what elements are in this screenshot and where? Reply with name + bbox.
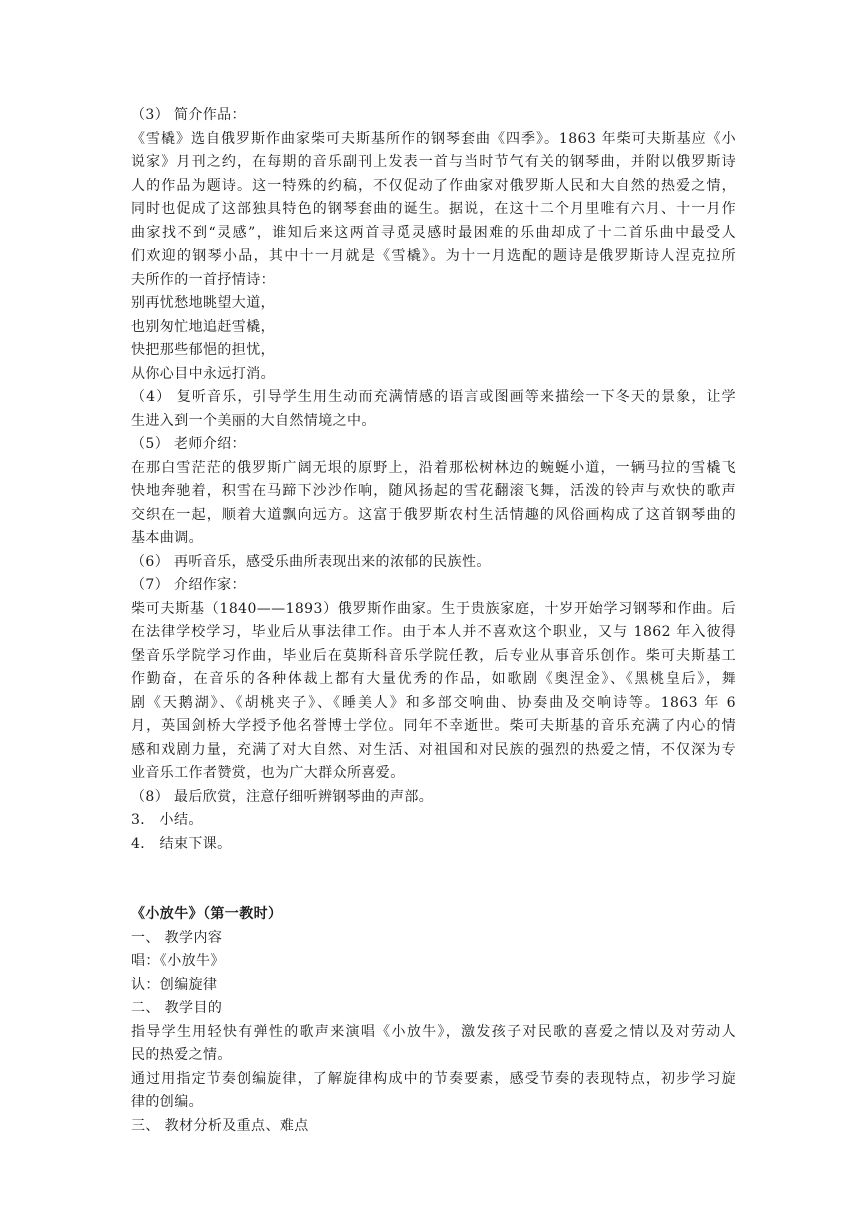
paragraph-line: 律的创编。 [131, 1094, 203, 1110]
lesson-title: 《小放牛》（第一教时） [131, 906, 283, 922]
poem-line: 快把那些郁悒的担忧， [131, 342, 275, 358]
paragraph-line: 夫所作的一首抒情诗： [131, 271, 275, 288]
poem-line: 别再忧愁地眺望大道， [131, 295, 275, 311]
list-item: 唱：《小放牛》 [131, 953, 225, 969]
step-heading: （3） 简介作品： [131, 107, 246, 123]
paragraph-line: 月，英国剑桥大学授予他名誉博士学位。同年不幸逝世。柴可夫斯基的音乐充满了内心的情 [131, 718, 736, 734]
paragraph-line: 同时也促成了这部独具特色的钢琴套曲的诞生。据说，在这十二个月里唯有六月、十一月作 [131, 201, 736, 217]
paragraph-line: 堡音乐学院学习作曲，毕业后在莫斯科音乐学院任教，后专业从事音乐创作。柴可夫斯基工 [131, 647, 736, 664]
poem-line: 从你心目中永远打消。 [131, 365, 275, 382]
section-snow-sleigh [131, 104, 736, 856]
step-heading: 3． 小结。 [131, 812, 203, 828]
section-little-cowherd [131, 903, 736, 1138]
paragraph-line: 感和戏剧力量，充满了对大自然、对生活、对祖国和对民族的强烈的热爱之情，不仅深为专 [131, 741, 736, 758]
paragraph-line: 快地奔驰着，积雪在马蹄下沙沙作响，随风扬起的雪花翻滚飞舞，活泼的铃声与欢快的歌声 [131, 483, 736, 499]
poem-line: 也别匆忙地追赶雪橇， [131, 318, 275, 335]
step-heading: （7） 介绍作家： [131, 577, 246, 593]
outline-heading: 三、 教材分析及重点、难点 [131, 1117, 309, 1134]
paragraph-line: 《雪橇》选自俄罗斯作曲家柴可夫斯基所作的钢琴套曲《四季》。1863 年柴可夫斯基应《小 [131, 130, 736, 147]
paragraph-line: 通过用指定节奏创编旋律，了解旋律构成中的节奏要素，感受节奏的表现特点，初步学习旋 [131, 1070, 736, 1087]
paragraph-line: 基本曲调。 [131, 530, 203, 546]
list-item: 认：创编旋律 [131, 976, 218, 993]
step-heading: （8） 最后欣赏，注意仔细听辨钢琴曲的声部。 [131, 788, 434, 805]
paragraph-line: 剧《天鹅湖》、《胡桃夹子》、《睡美人》和多部交响曲、协奏曲及交响诗等。1863 年 6 [131, 694, 736, 711]
paragraph-line: 作勤奋，在音乐的各种体裁上都有大量优秀的作品，如歌剧《奥涅金》、《黑桃皇后》，舞 [131, 671, 736, 687]
paragraph-line: 柴可夫斯基（1840——1893）俄罗斯作曲家。生于贵族家庭，十岁开始学习钢琴和作曲。后 [131, 600, 736, 617]
paragraph-line: 们欢迎的钢琴小品，其中十一月就是《雪橇》。为十一月选配的题诗是俄罗斯诗人涅克拉所 [131, 248, 736, 264]
paragraph-line: 人的作品为题诗。这一特殊的约稿，不仅促动了作曲家对俄罗斯人民和大自然的热爱之情， [131, 177, 736, 194]
step-heading: （4） 复听音乐，引导学生用生动而充满情感的语言或图画等来描绘一下冬天的景象，让学 [131, 389, 736, 405]
paragraph-line: 交织在一起，顺着大道飘向远方。这富于俄罗斯农村生活情趣的风俗画构成了这首钢琴曲的 [131, 506, 736, 523]
paragraph-line: 在那白雪茫茫的俄罗斯广阔无垠的原野上，沿着那松树林边的蜿蜒小道，一辆马拉的雪橇飞 [131, 459, 736, 476]
step-heading: （5） 老师介绍： [131, 436, 246, 452]
step-heading: （6） 再听音乐，感受乐曲所表现出来的浓郁的民族性。 [131, 553, 491, 570]
paragraph-line: 生进入到一个美丽的大自然情境之中。 [131, 412, 376, 429]
paragraph-line: 业音乐工作者赞赏，也为广大群众所喜爱。 [131, 765, 405, 781]
paragraph-line: 说家》月刊之约，在每期的音乐副刊上发表一首与当时节气有关的钢琴曲，并附以俄罗斯诗 [131, 154, 736, 170]
paragraph-line: 在法律学校学习，毕业后从事法律工作。由于本人并不喜欢这个职业，又与 1862 年入彼得 [131, 624, 736, 640]
document-body [131, 104, 736, 1138]
step-heading: 4． 结束下课。 [131, 835, 232, 852]
paragraph-line: 指导学生用轻快有弹性的歌声来演唱《小放牛》，激发孩子对民歌的喜爱之情以及对劳动人 [131, 1023, 736, 1040]
paragraph-line: 民的热爱之情。 [131, 1047, 232, 1063]
section-spacer [131, 856, 736, 903]
outline-heading: 一、 教学内容 [131, 929, 223, 946]
paragraph-line: 曲家找不到“灵感”，谁知后来这两首寻觅灵感时最困难的乐曲却成了十二首乐曲中最受人 [131, 224, 736, 241]
outline-heading: 二、 教学目的 [131, 1000, 223, 1016]
